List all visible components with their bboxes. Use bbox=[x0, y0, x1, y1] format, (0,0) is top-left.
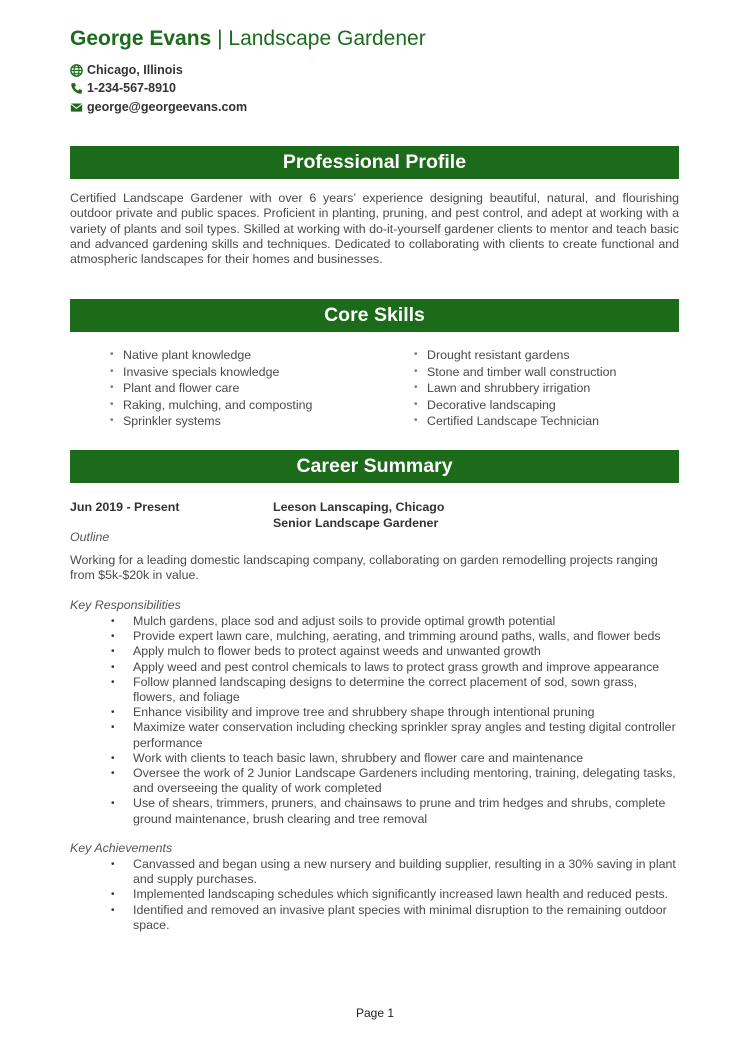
phone-icon bbox=[70, 82, 83, 95]
list-item: • Native plant knowledge bbox=[110, 347, 312, 364]
profile-heading: Professional Profile bbox=[70, 146, 679, 179]
list-item: • Decorative landscaping bbox=[414, 397, 616, 414]
list-item: • Stone and timber wall construction bbox=[414, 364, 616, 381]
job-dates: Jun 2019 - Present bbox=[70, 500, 180, 514]
email-text[interactable]: george@georgeevans.com bbox=[87, 100, 248, 114]
page-number: Page 1 bbox=[355, 1006, 395, 1020]
achievements-label: Key Achievements bbox=[70, 841, 173, 855]
envelope-icon bbox=[70, 101, 83, 114]
list-item: • Enhance visibility and improve tree and shrubbery shape through intentional pruning bbox=[70, 705, 679, 720]
phone-text: 1-234-567-8910 bbox=[87, 81, 176, 95]
outline-label: Outline bbox=[70, 530, 110, 544]
job-employer-block bbox=[273, 500, 444, 531]
job-role: Senior Landscape Gardener bbox=[273, 515, 439, 530]
list-item: • Follow planned landscaping designs to determine the correct placement of sod, sown grass, flowers, and foliage bbox=[70, 675, 679, 705]
list-item: • Work with clients to teach basic lawn, shrubbery and flower care and maintenance bbox=[70, 751, 679, 766]
list-item: • Implemented landscaping schedules which significantly increased lawn health and reduced pests. bbox=[70, 887, 690, 902]
list-item: • Mulch gardens, place sod and adjust soils to provide optimal growth potential bbox=[70, 614, 679, 629]
list-item: • Canvassed and began using a new nursery and building supplier, resulting in a 30% saving in plant and supply purchases. bbox=[70, 857, 690, 887]
list-item: • Apply mulch to flower beds to protect against weeds and unwanted growth bbox=[70, 644, 679, 659]
name-title-line bbox=[70, 27, 426, 51]
contact-email bbox=[70, 100, 247, 114]
contact-phone bbox=[70, 81, 176, 95]
list-item: • Drought resistant gardens bbox=[414, 347, 616, 364]
skills-right-list bbox=[414, 347, 616, 430]
location-text: Chicago, Illinois bbox=[87, 63, 183, 77]
job-title: Landscape Gardener bbox=[228, 27, 426, 50]
candidate-name: George Evans bbox=[70, 27, 212, 50]
list-item: • Plant and flower care bbox=[110, 380, 312, 397]
outline-text: Working for a leading domestic landscaping company, collaborating on garden remodelling projects ranging from $5k-$20k in value. bbox=[70, 553, 658, 583]
responsibilities-label: Key Responsibilities bbox=[70, 598, 181, 612]
skills-left-list bbox=[110, 347, 312, 430]
list-item: • Raking, mulching, and composting bbox=[110, 397, 312, 414]
achievements-list bbox=[70, 857, 690, 933]
list-item: • Lawn and shrubbery irrigation bbox=[414, 380, 616, 397]
job-company: Leeson Lanscaping, Chicago bbox=[273, 500, 445, 514]
list-item: • Provide expert lawn care, mulching, aerating, and trimming around paths, walls, and flower beds bbox=[70, 629, 679, 644]
list-item: • Maximize water conservation including checking sprinkler spray angles and testing digital controller performance bbox=[70, 720, 679, 750]
responsibilities-list bbox=[70, 614, 679, 827]
skills-heading: Core Skills bbox=[70, 299, 679, 332]
career-heading: Career Summary bbox=[70, 450, 679, 483]
list-item: • Sprinkler systems bbox=[110, 413, 312, 430]
list-item: • Oversee the work of 2 Junior Landscape Gardeners including mentoring, training, delegating tasks, and overseeing the quality of work completed bbox=[70, 766, 679, 796]
globe-icon bbox=[70, 64, 83, 77]
list-item: • Invasive specials knowledge bbox=[110, 364, 312, 381]
list-item: • Use of shears, trimmers, pruners, and chainsaws to prune and trim hedges and shrubs, complete ground maintenance, brush clearing and tree removal bbox=[70, 796, 679, 826]
list-item: • Identified and removed an invasive plant species with minimal disruption to the remaining outdoor space. bbox=[70, 903, 690, 933]
profile-text: Certified Landscape Gardener with over 6 years’ experience designing beautiful, natural, and flourishing outdoor private and public spaces. Proficient in planting, pruning, and pest control, and adept at working with a variety of plants and soil types. Skilled at working with do-it-yourself gardener clients to mentor and teach basic and advanced gardening skills and techniques. Dedicated to collaborating with clients to create functional and atmospheric landscapes for their homes and businesses. bbox=[70, 191, 679, 267]
contact-location bbox=[70, 63, 183, 77]
title-separator: | bbox=[217, 27, 223, 50]
list-item: • Certified Landscape Technician bbox=[414, 413, 616, 430]
list-item: • Apply weed and pest control chemicals to laws to protect grass growth and improve appearance bbox=[70, 660, 679, 675]
